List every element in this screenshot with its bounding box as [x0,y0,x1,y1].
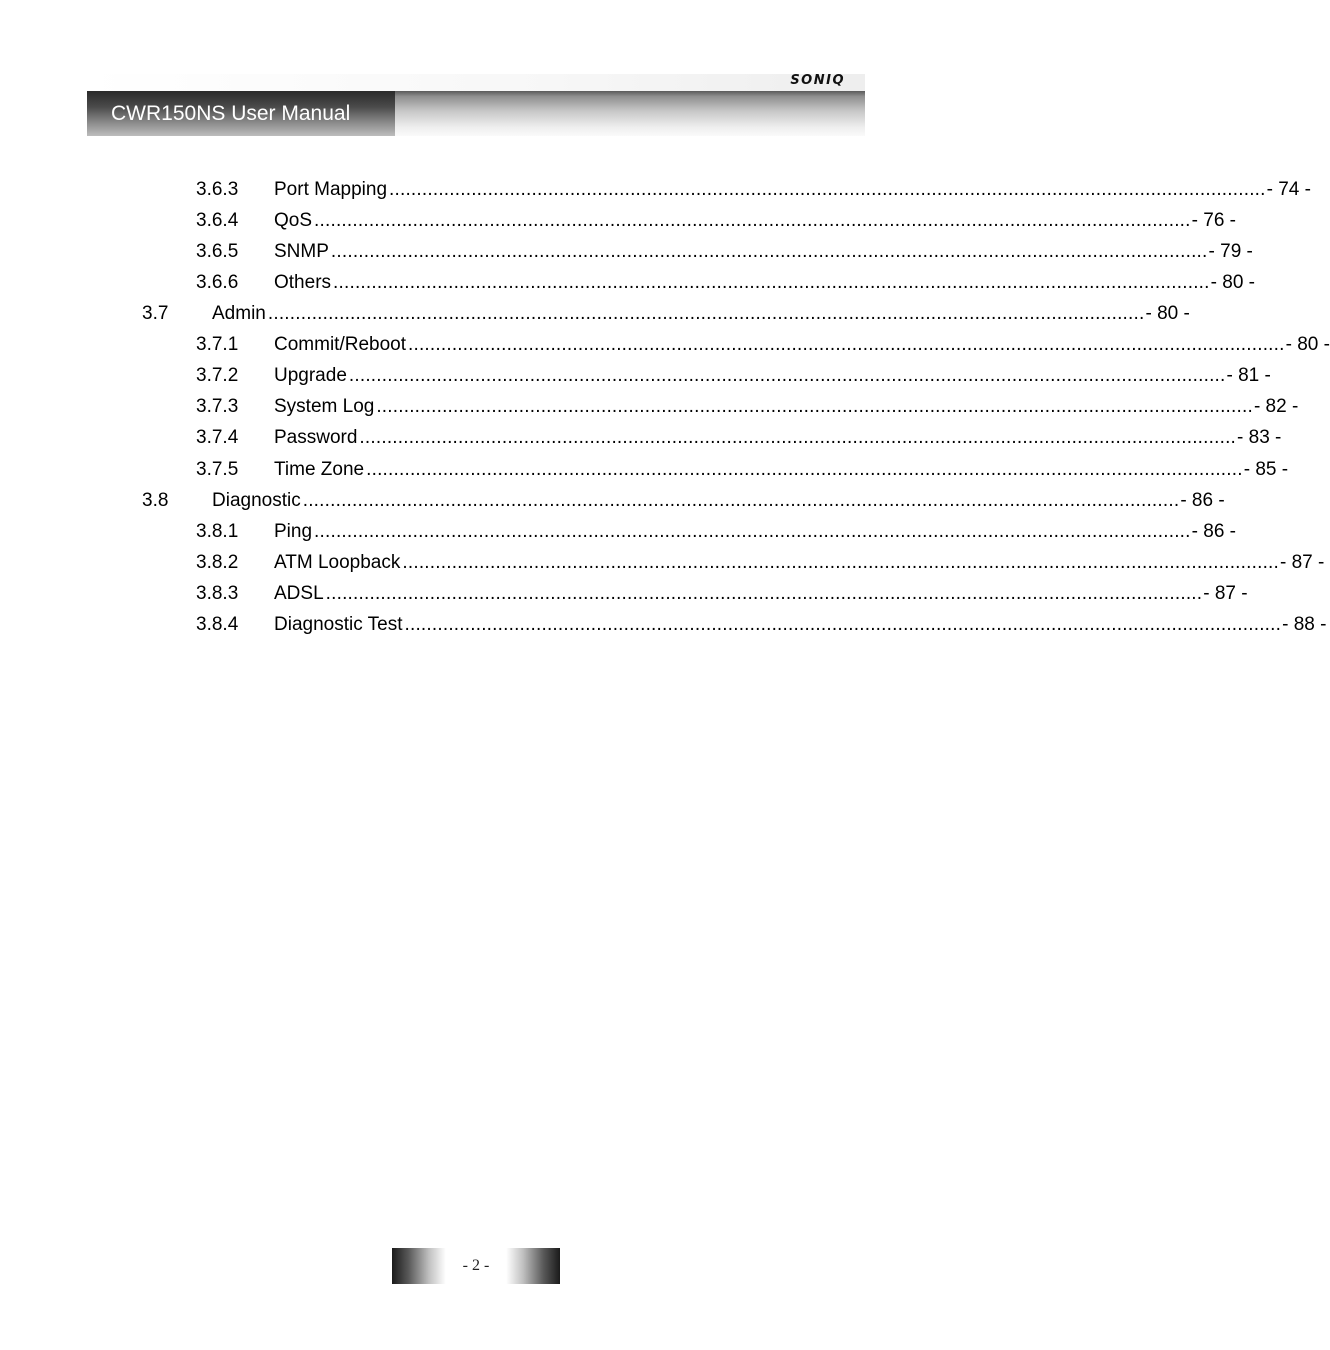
toc-entry-title: Password [274,427,358,448]
toc-entry-title: SNMP [274,241,329,262]
toc-leader-dots: ................................................................................................................................................................ [325,583,1203,604]
toc-entry[interactable] [0,360,1271,391]
toc-entry[interactable] [0,329,1330,360]
manual-title: CWR150NS User Manual [111,102,351,125]
toc-entry-number: 3.7.5 [196,459,239,480]
toc-entry-number: 3.7.1 [196,334,239,355]
toc-entry-number: 3.8.3 [196,583,239,604]
toc-leader-dots: ................................................................................................................................................................ [408,334,1285,355]
brand-logo: SONIQ [790,73,845,88]
toc-entry[interactable] [0,236,1253,267]
toc-entry-number: 3.7.2 [196,365,239,386]
toc-entry-page: - 74 - [1266,179,1311,200]
toc-entry-page: - 81 - [1226,365,1271,386]
toc-entry-title: System Log [274,396,375,417]
toc-entry-number: 3.7.4 [196,427,239,448]
toc-entry[interactable] [0,485,1225,516]
toc-entry-number: 3.8 [142,490,169,511]
toc-entry-title: ATM Loopback [274,552,401,573]
toc-entry-number: 3.8.4 [196,614,239,635]
toc-leader-dots: ................................................................................................................................................................ [404,614,1282,635]
page-footer [392,1248,560,1284]
toc-leader-dots: ................................................................................................................................................................ [314,210,1191,231]
toc-leader-dots: ................................................................................................................................................................ [330,241,1208,262]
toc-leader-dots: ................................................................................................................................................................ [302,490,1180,511]
toc-entry-page: - 82 - [1253,396,1299,417]
toc-leader-dots: ................................................................................................................................................................ [389,179,1266,200]
toc-entry-page: - 83 - [1237,427,1282,448]
toc-entry[interactable] [0,516,1236,547]
toc-entry-number: 3.8.1 [196,521,239,542]
toc-entry-title: Diagnostic Test [274,614,403,635]
toc-entry-number: 3.7.3 [196,396,239,417]
toc-entry-page: - 79 - [1208,241,1253,262]
header-top-strip [87,74,865,91]
toc-entry-number: 3.7 [142,303,169,324]
toc-entry[interactable] [0,422,1282,453]
toc-entry-title: Diagnostic [212,490,301,511]
toc-entry[interactable] [0,454,1289,485]
toc-entry-page: - 76 - [1191,210,1236,231]
toc-entry[interactable] [0,267,1255,298]
toc-entry-title: ADSL [274,583,324,604]
toc-entry-number: 3.6.5 [196,241,239,262]
toc-entry-page: - 80 - [1145,303,1190,324]
toc-leader-dots: ................................................................................................................................................................ [376,396,1253,417]
toc-leader-dots: ................................................................................................................................................................ [314,521,1191,542]
toc-entry[interactable] [0,547,1325,578]
toc-entry-page: - 87 - [1203,583,1248,604]
toc-leader-dots: ................................................................................................................................................................ [366,459,1243,480]
toc-leader-dots: ................................................................................................................................................................ [333,272,1210,293]
toc-leader-dots: ................................................................................................................................................................ [402,552,1279,573]
toc-entry-page: - 86 - [1180,490,1225,511]
toc-entry-title: Port Mapping [274,179,388,200]
toc-entry-number: 3.6.4 [196,210,239,231]
toc-entry-page: - 88 - [1282,614,1327,635]
toc-entry[interactable] [0,298,1190,329]
toc-entry-page: - 85 - [1243,459,1289,480]
toc-entry-title: Time Zone [274,459,365,480]
toc-entry[interactable] [0,609,1327,640]
toc-entry-page: - 86 - [1191,521,1236,542]
toc-leader-dots: ................................................................................................................................................................ [359,427,1237,448]
toc-leader-dots: ................................................................................................................................................................ [267,303,1145,324]
toc-entry-page: - 80 - [1285,334,1330,355]
page-number: - 2 - [462,1257,490,1274]
toc-entry-page: - 87 - [1280,552,1325,573]
toc-entry-number: 3.6.6 [196,272,239,293]
toc-entry-title: Others [274,272,332,293]
toc-entry-number: 3.8.2 [196,552,239,573]
toc-entry[interactable] [0,205,1236,236]
toc-entry-page: - 80 - [1210,272,1255,293]
toc-entry[interactable] [0,578,1248,609]
toc-entry-number: 3.6.3 [196,179,239,200]
toc-entry[interactable] [0,391,1299,422]
page-header [87,74,865,136]
toc-entry-title: QoS [274,210,313,231]
toc-entry-title: Upgrade [274,365,347,386]
toc-entry[interactable] [0,174,1311,205]
toc-leader-dots: ................................................................................................................................................................ [348,365,1226,386]
toc-entry-title: Commit/Reboot [274,334,406,355]
toc-entry-title: Ping [274,521,313,542]
toc-entry-title: Admin [212,303,266,324]
